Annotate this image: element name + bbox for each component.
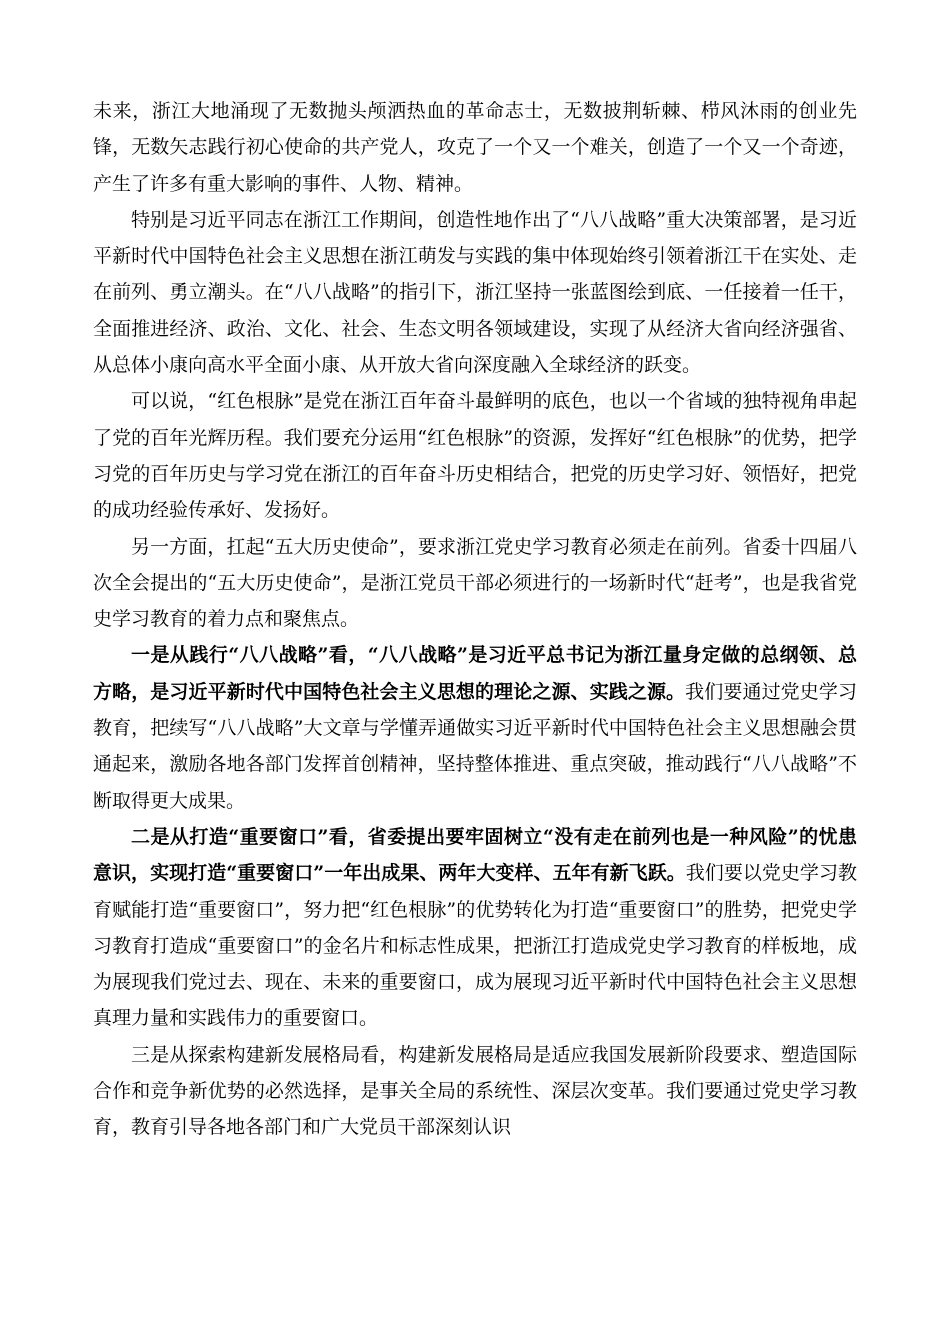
paragraph-7 — [93, 1037, 857, 1146]
paragraph-2 — [93, 202, 857, 383]
paragraph-1 — [93, 93, 857, 202]
paragraph-2-text: 特别是习近平同志在浙江工作期间，创造性地作出了“八八战略”重大决策部署，是习近平新时代中国特色社会主义思想在浙江萌发与实践的集中体现始终引领着浙江干在实处、走在前列、勇立潮头。在“八八战略”的指引下，浙江坚持一张蓝图绘到底、一任接着一任干，全面推进经济、政治、文化、社会、生态文明各领域建设，实现了从经济大省向经济强省、从总体小康向高水平全面小康、从开放大省向深度融入全球经济的跃变。 — [93, 208, 857, 377]
paragraph-6 — [93, 819, 857, 1037]
paragraph-1-text: 未来，浙江大地涌现了无数抛头颅洒热血的革命志士，无数披荆斩棘、栉风沐雨的创业先锋，无数矢志践行初心使命的共产党人，攻克了一个又一个难关，创造了一个又一个奇迹，产生了许多有重大影响的事件、人物、精神。 — [93, 100, 857, 195]
paragraph-5-bold-lead: 一是从践行“八八战略”看，“八八战略”是习近平总书记为浙江量身定做的总纲领、总方略，是习近平新时代中国特色社会主义思想的理论之源、实践之源。 — [93, 644, 857, 703]
paragraph-5-text: 我们要通过党史学习教育，把续写“八八战略”大文章与学懂弄通做实习近平新时代中国特色社会主义思想融会贯通起来，激励各地各部门发挥首创精神，坚持整体推进、重点突破，推动践行“八八战略”不断取得更大成果。 — [93, 680, 857, 812]
paragraph-6-text: 我们要以党史学习教育赋能打造“重要窗口”，努力把“红色根脉”的优势转化为打造“重要窗口”的胜势，把党史学习教育打造成“重要窗口”的金名片和标志性成果，把浙江打造成党史学习教育的样板地，成为展现我们党过去、现在、未来的重要窗口，成为展现习近平新时代中国特色社会主义思想真理力量和实践伟力的重要窗口。 — [93, 862, 857, 1030]
paragraph-6-bold-lead: 二是从打造“重要窗口”看，省委提出要牢固树立“没有走在前列也是一种风险”的忧患意识，实现打造“重要窗口”一年出成果、两年大变样、五年有新飞跃。 — [93, 825, 857, 885]
paragraph-4 — [93, 529, 857, 638]
paragraph-4-text: 另一方面，扛起“五大历史使命”，要求浙江党史学习教育必须走在前列。省委十四届八次全会提出的“五大历史使命”，是浙江党员干部必须进行的一场新时代“赶考”，也是我省党史学习教育的着力点和聚焦点。 — [93, 535, 857, 631]
paragraph-3 — [93, 383, 857, 528]
document-page — [93, 93, 857, 1146]
paragraph-5 — [93, 637, 857, 818]
paragraph-7-text: 三是从探索构建新发展格局看，构建新发展格局是适应我国发展新阶段要求、塑造国际合作和竞争新优势的必然选择，是事关全局的系统性、深层次变革。我们要通过党史学习教育，教育引导各地各部门和广大党员干部深刻认识 — [93, 1043, 857, 1139]
paragraph-3-text: 可以说，“红色根脉”是党在浙江百年奋斗最鲜明的底色，也以一个省域的独特视角串起了党的百年光辉历程。我们要充分运用“红色根脉”的资源，发挥好“红色根脉”的优势，把学习党的百年历史与学习党在浙江的百年奋斗历史相结合，把党的历史学习好、领悟好，把党的成功经验传承好、发扬好。 — [93, 390, 857, 522]
